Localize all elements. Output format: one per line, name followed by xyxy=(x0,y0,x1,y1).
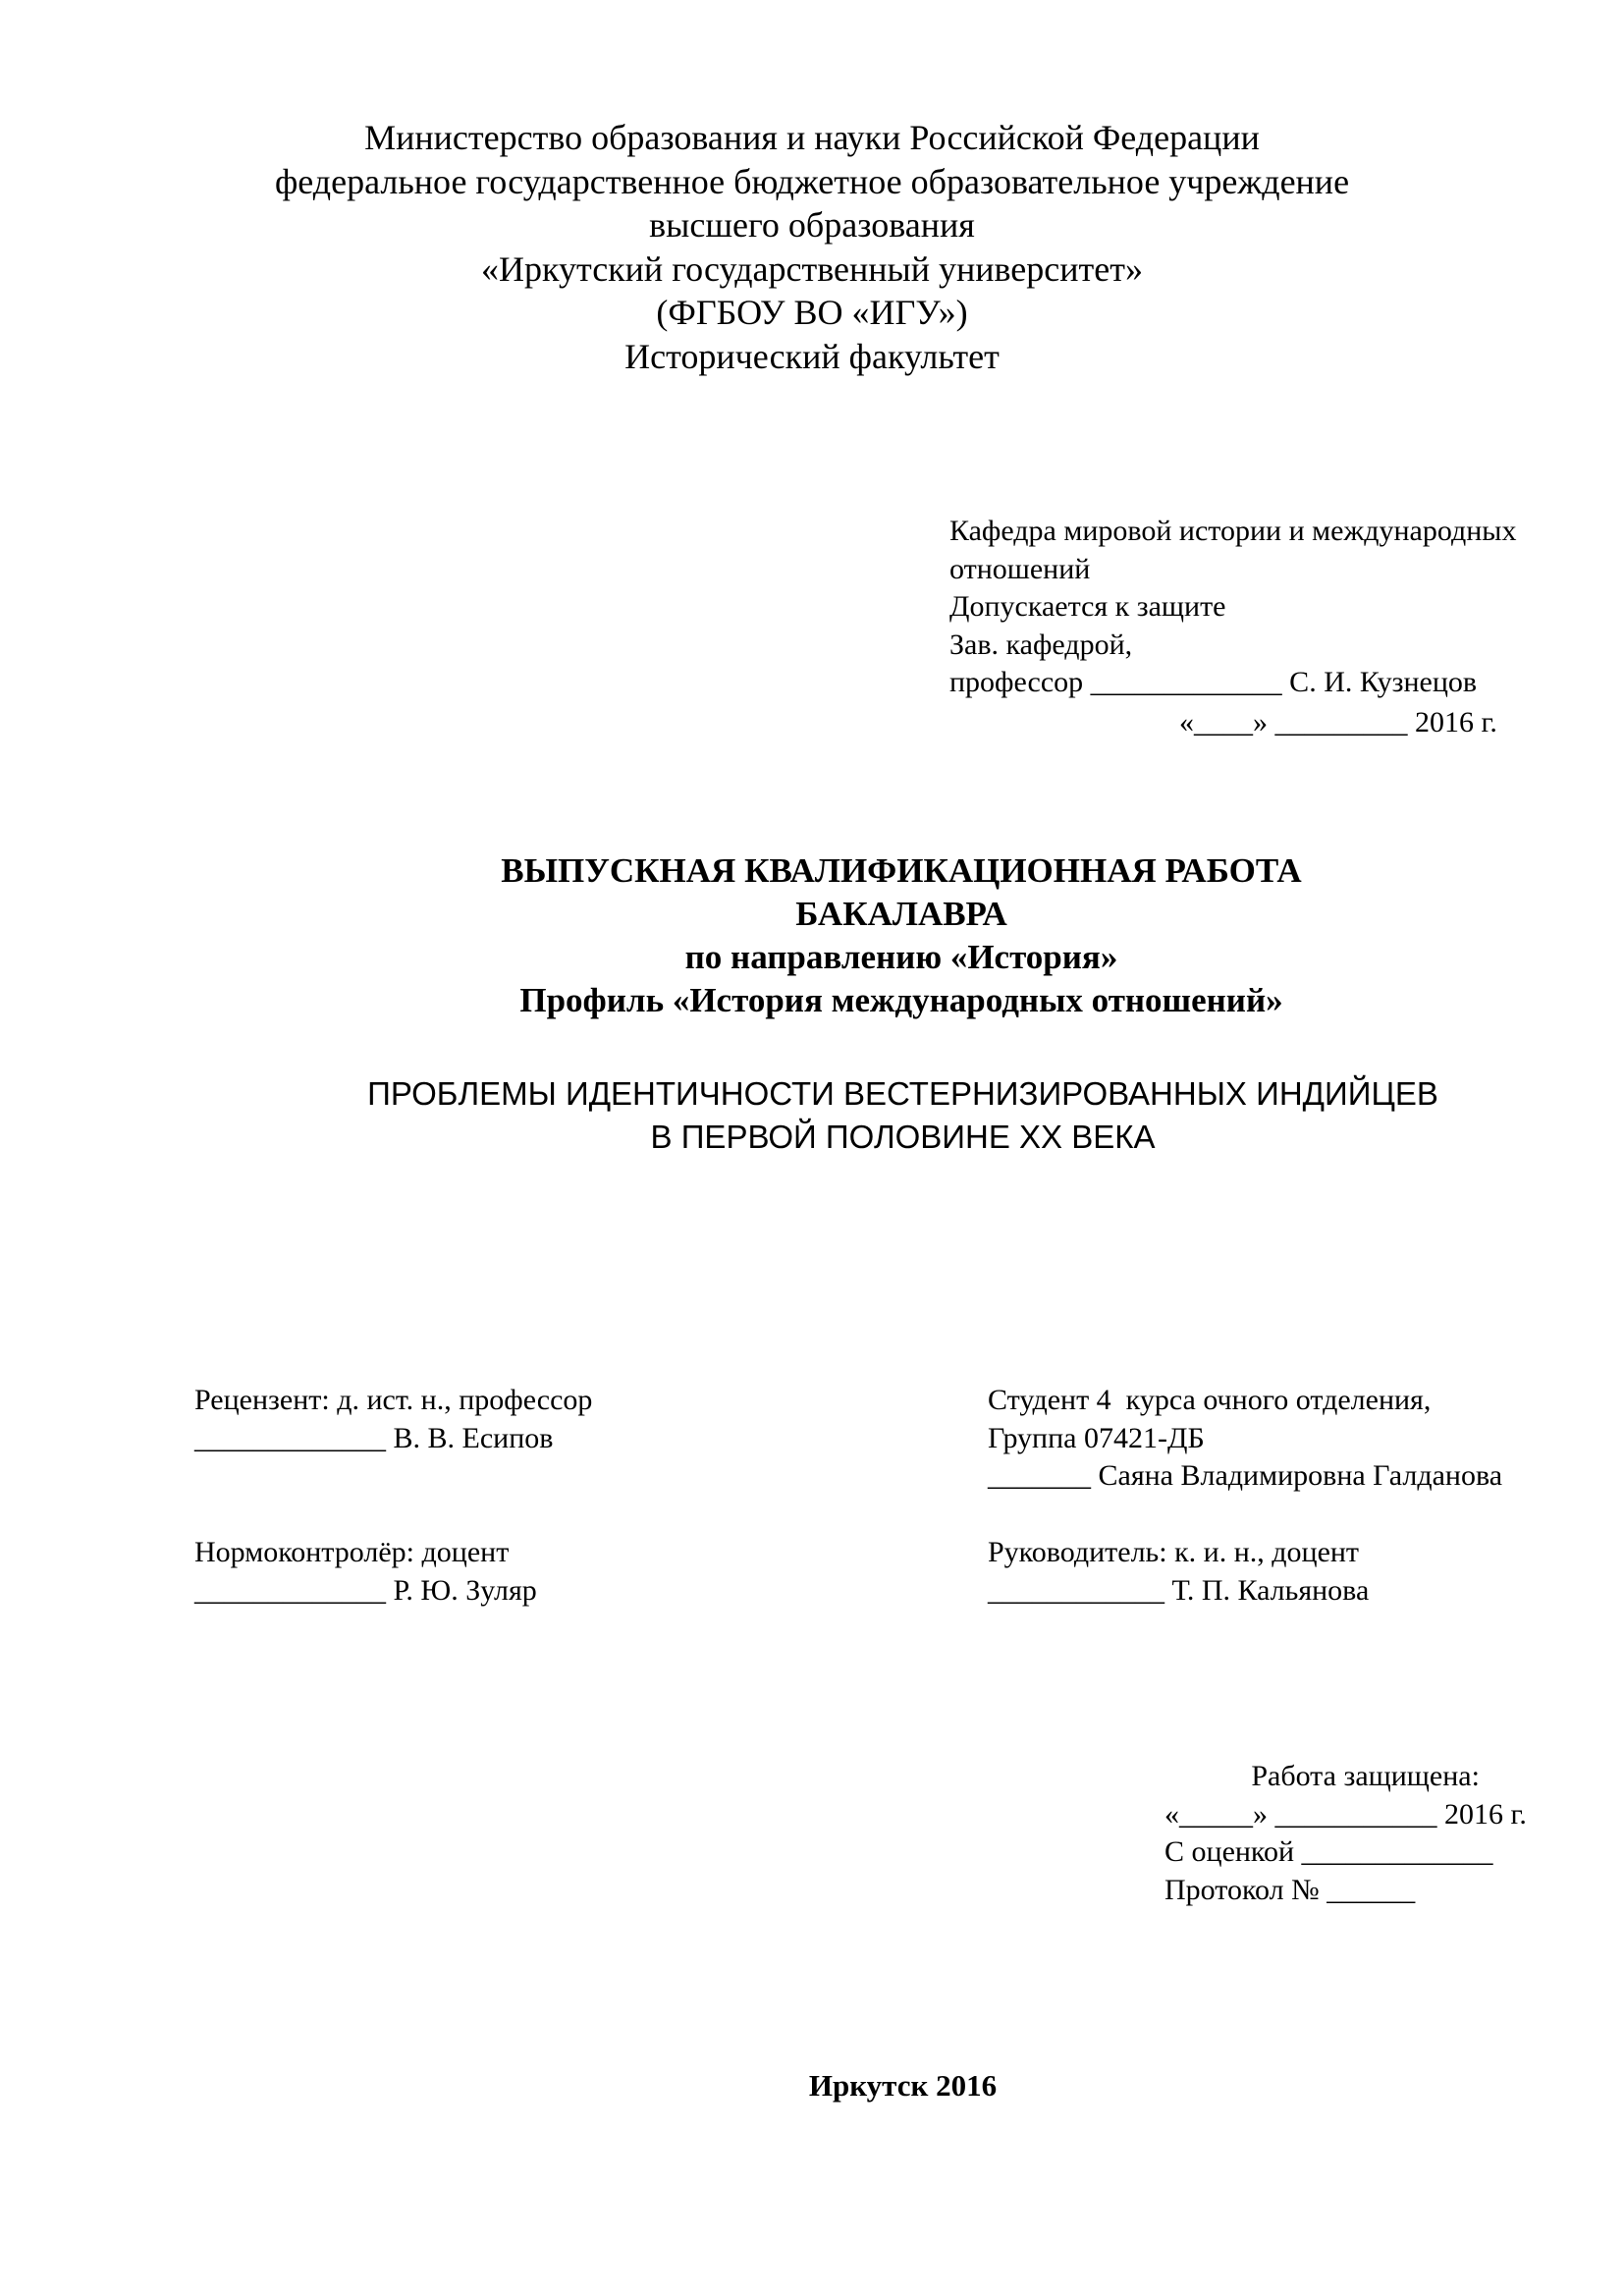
topic-line: В ПЕРВОЙ ПОЛОВИНЕ XX ВЕКА xyxy=(650,1119,1156,1155)
defense-date: «_____» ___________ 2016 г. xyxy=(1164,1797,1527,1831)
header-line: федеральное государственное бюджетное образовательное учреждение xyxy=(274,161,1350,201)
defense-protocol: Протокол № ______ xyxy=(1164,1873,1416,1906)
city-year: Иркутск 2016 xyxy=(808,2068,998,2103)
header-line: высшего образования xyxy=(649,205,975,245)
reviewer-signature: _____________ В. В. Есипов xyxy=(194,1421,554,1454)
thesis-topic xyxy=(0,1072,1624,1159)
supervisor-line: Руководитель: к. и. н., доцент xyxy=(988,1536,1360,1568)
approval-block xyxy=(949,513,1516,741)
student-block xyxy=(988,1382,1502,1496)
student-line: Группа 07421-ДБ xyxy=(988,1421,1205,1454)
approval-line: Зав. кафедрой, xyxy=(949,628,1133,661)
defense-block xyxy=(1164,1758,1527,1909)
reviewer-block xyxy=(194,1382,592,1457)
header-line: Министерство образования и науки Российской Федерации xyxy=(364,118,1260,157)
institution-header xyxy=(0,116,1624,378)
supervisor-signature: ____________ Т. П. Кальянова xyxy=(988,1573,1370,1607)
student-line: Студент 4 курса очного отделения, xyxy=(988,1384,1432,1416)
header-line: «Иркутский государственный университет» xyxy=(481,248,1143,289)
defense-grade: С оценкой _____________ xyxy=(1164,1835,1493,1868)
norm-controller-signature: _____________ Р. Ю. Зуляр xyxy=(194,1573,537,1607)
supervisor-block xyxy=(988,1534,1369,1610)
norm-controller-block xyxy=(194,1534,537,1610)
title-line: Профиль «История международных отношений» xyxy=(519,981,1283,1019)
header-line: (ФГБОУ ВО «ИГУ») xyxy=(656,293,968,332)
approval-line: отношений xyxy=(949,552,1091,585)
topic-line: ПРОБЛЕМЫ ИДЕНТИЧНОСТИ ВЕСТЕРНИЗИРОВАННЫХ ИНДИЙЦЕВ xyxy=(367,1075,1438,1112)
title-line: по направлению «История» xyxy=(684,938,1118,976)
reviewer-line: Рецензент: д. ист. н., профессор xyxy=(194,1384,593,1416)
approval-line: Кафедра мировой истории и международных xyxy=(949,515,1517,547)
approval-date: «____» _________ 2016 г. xyxy=(1179,705,1497,738)
student-signature: _______ Саяна Владимировна Галданова xyxy=(988,1459,1503,1492)
defense-line: Работа защищена: xyxy=(1251,1760,1480,1792)
work-title xyxy=(0,849,1624,1022)
approval-signature-line: профессор _____________ С. И. Кузнецов xyxy=(949,666,1478,698)
norm-controller-line: Нормоконтролёр: доцент xyxy=(194,1536,510,1568)
title-line: ВЫПУСКНАЯ КВАЛИФИКАЦИОННАЯ РАБОТА xyxy=(501,851,1302,890)
header-line: Исторический факультет xyxy=(624,336,1000,376)
title-line: БАКАЛАВРА xyxy=(795,895,1007,933)
approval-line: Допускается к защите xyxy=(949,590,1226,623)
